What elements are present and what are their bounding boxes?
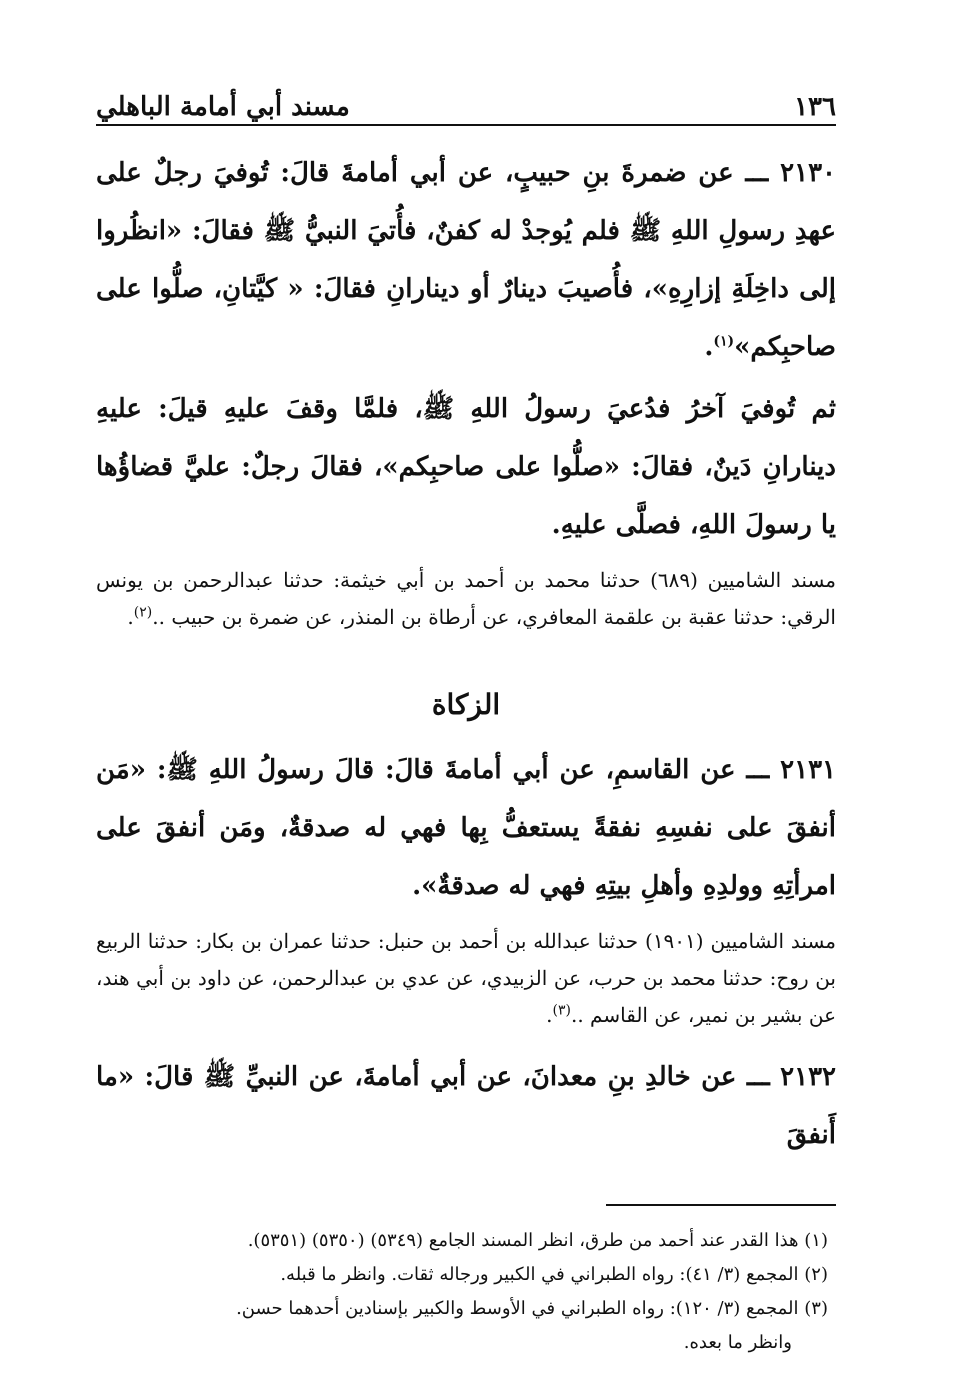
footnote-separator (606, 1204, 836, 1206)
hadith-number: ٢١٣٠ (780, 158, 836, 188)
source-chain: مسند الشاميين (١٩٠١) حدثنا عبدالله بن أحمد بن حنبل: حدثنا عمران بن بكار: حدثنا الربيع بن روح: حدثنا محمد بن حرب، عن الزبيدي، عن عدي بن عبدالرحمن، عن داود بن أبي هند، عن بشير بن نمير، عن القاسم .. (96, 929, 836, 1027)
page-number: ١٣٦ (794, 92, 836, 122)
book-page (96, 70, 836, 1360)
hadith-number: ٢١٣٢ (780, 1062, 837, 1092)
footnote-1: (١) هذا القدر عند أحمد من طرق، انظر المسند الجامع (٥٣٤٩) (٥٣٥٠) (٥٣٥١). (247, 1230, 828, 1251)
footnote-3: (٣) المجمع (٣/ ١٢٠): رواه الطبراني في الأوسط والكبير بإسنادين أحدهما حسن. (236, 1298, 828, 1319)
hadith-2132-text (96, 1048, 836, 1164)
dash: ـــ (733, 158, 769, 188)
footnote-2: (٢) المجمع (٣/ ٤١): رواه الطبراني في الكبير ورجاله ثقات. وانظر ما قبله. (280, 1264, 828, 1285)
section-title: الزكاة (431, 688, 501, 721)
dash: ـــ (735, 755, 770, 785)
footnote-3-continuation: وانظر ما بعده. (683, 1332, 792, 1353)
footnote-ref-1[interactable]: (١) (713, 333, 735, 350)
footnote-ref-2[interactable]: (٢) (133, 604, 153, 621)
period: . (127, 605, 134, 629)
source-chain: مسند الشاميين (٦٨٩) حدثنا محمد بن أحمد بن أبي خيثمة: حدثنا عبدالرحمن بن يونس الرقي: حدثنا عقبة بن علقمة المعافري، عن أرطاة بن المنذر، عن ضمرة بن حبيب .. (96, 568, 836, 629)
hadith-2130-source (96, 562, 836, 636)
hadith-2130-continuation: ثم تُوفيَ آخرُ فدُعيَ رسولُ اللهِ ﷺ، فلمَّا وقفَ عليهِ قيلَ: عليهِ دينارانِ دَينٌ، فقالَ: «صلُّوا على صاحبِكم»، فقالَ رجلٌ: عليَّ قضاؤُها يا رسولَ اللهِ، فصلَّى عليهِ. (96, 394, 836, 540)
running-header (96, 70, 836, 126)
hadith-body: عن القاسمِ، عن أبي أمامةَ قالَ: قالَ رسولُ اللهِ ﷺ: «مَن أنفقَ على نفسِهِ نفقةً يستعفُّ بِها فهي له صدقةٌ، ومَن أنفقَ على امرأتِهِ وولدِهِ وأهلِ بيتِهِ فهي له صدقةٌ». (96, 755, 836, 901)
hadith-body: عن ضمرةَ بنِ حبيبٍ، عن أبي أمامةَ قالَ: تُوفيَ رجلٌ على عهدِ رسولِ اللهِ ﷺ فلم يُوجدْ له كفنٌ، فأُتيَ النبيُّ ﷺ فقالَ: «انظُروا إلى داخِلَةِ إزارِهِ»، فأُصيبَ دينارٌ أو دينارانِ فقالَ: « كيَّتانِ، صلُّوا على صاحبِكم» (96, 158, 836, 362)
hadith-2130-text (96, 144, 836, 376)
dash: ـــ (736, 1062, 770, 1092)
hadith-body: عن خالدِ بنِ معدانَ، عن أبي أمامةَ، عن النبيِّ ﷺ قالَ: «ما أَنفقَ (96, 1062, 836, 1150)
hadith-2131-source (96, 923, 836, 1034)
hadith-number: ٢١٣١ (780, 755, 836, 785)
footnotes (96, 1224, 836, 1360)
book-title: مسند أبي أمامة الباهلي (96, 92, 350, 122)
period: . (704, 332, 714, 362)
footnote-ref-3[interactable]: (٣) (552, 1002, 571, 1019)
hadith-2131-text (96, 741, 836, 915)
period: . (546, 1003, 553, 1027)
